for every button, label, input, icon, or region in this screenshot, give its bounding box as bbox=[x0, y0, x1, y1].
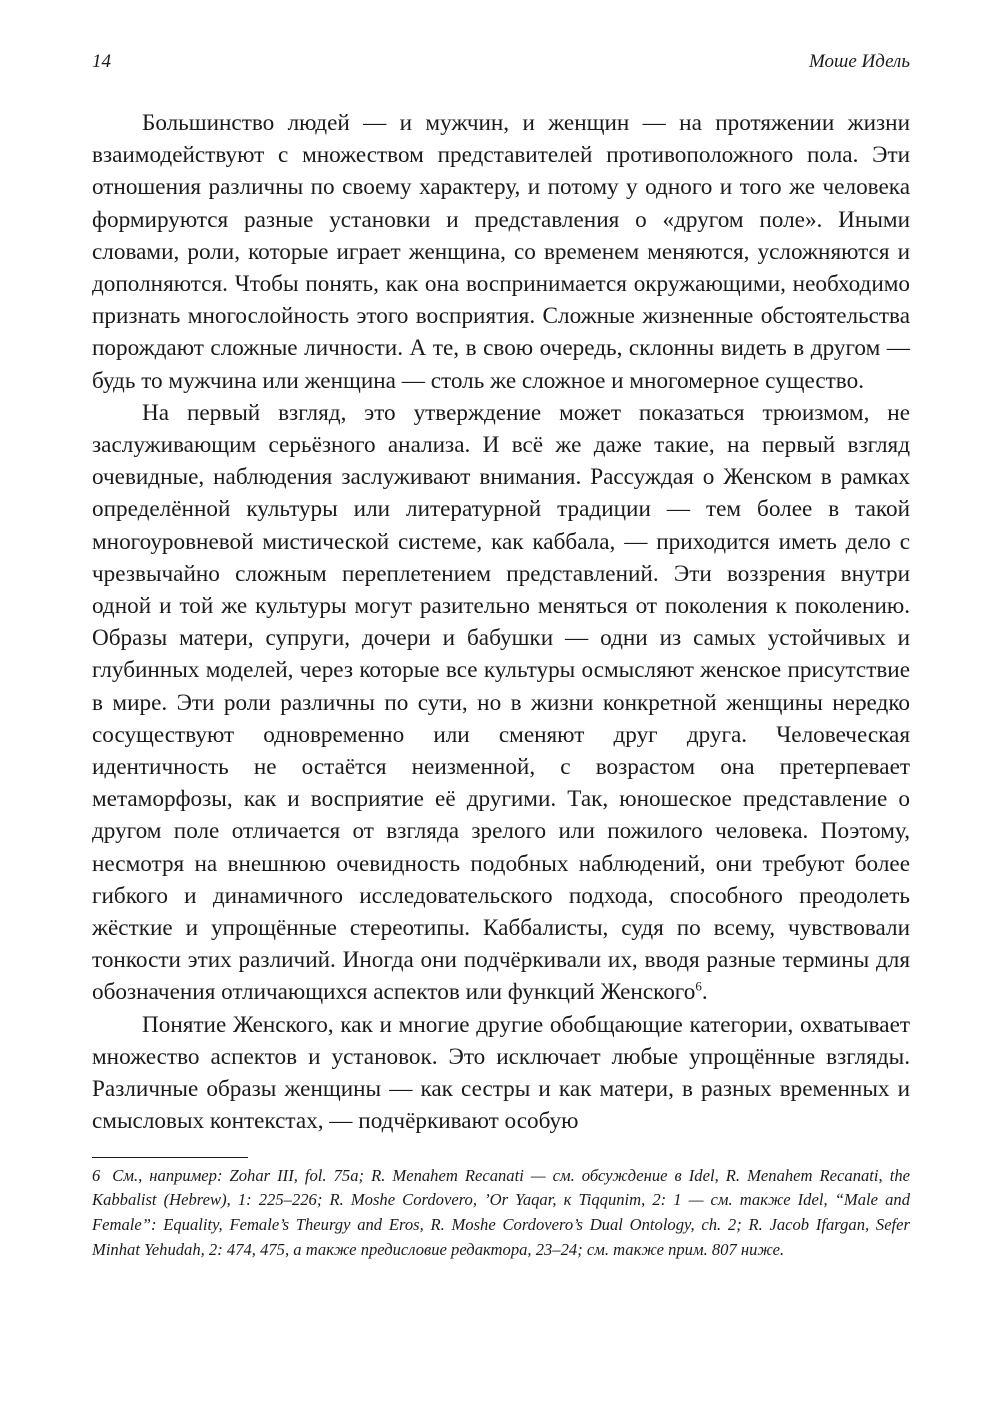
running-title-author: Моше Идель bbox=[808, 51, 910, 72]
footnote-text: См., например: Zohar III, fol. 75a; R. Menahem Recanati — см. обсуждение в Idel, R. Menahem Recanati, the Kabbalist (Hebrew), 1: 225–226; R. Moshe Cordovero, ’Or Yaqar, к Tiqqunim, 2: 1 — см. также Idel, “Male and Female”: Equality, Female’s Theurgy and Eros, R. Moshe Cordovero’s Dual Ontology, ch. 2; R. Jacob Ifargan, Sefer Minhat Yehudah, 2: 474, 475, а также предисловие редактора, 23–24; см. также прим. 807 ниже. bbox=[92, 1165, 910, 1259]
main-text bbox=[92, 107, 910, 1138]
footnote-number: 6 bbox=[92, 1165, 101, 1185]
paragraph bbox=[92, 397, 910, 1009]
paragraph: Понятие Женского, как и многие другие обобщающие категории, охватывает множество аспектов и установок. Это исключает любые упрощённые взгляды. Различные образы женщины — как сестры и как матери, в разных временных и смысловых контекстах, — подчёркивают особую bbox=[92, 1011, 910, 1135]
paragraph-end-punctuation: . bbox=[701, 979, 708, 1006]
footnote bbox=[92, 1164, 910, 1263]
running-header bbox=[92, 50, 910, 74]
paragraph: Большинство людей — и мужчин, и женщин — на протяжении жизни взаимодействуют с множеством представителей противоположного пола. Эти отношения различны по своему характеру, и потому у одного и того же человека формируются разные установки и представления о «другом поле». Иными словами, роли, которые играет женщина, со временем меняются, усложняются и дополняются. Чтобы понять, как она воспринимается окружающими, необходимо признать многослойность этого восприятия. Сложные жизненные обстоятельства порождают сложные личности. А те, в свою очередь, склонны видеть в другом — будь то мужчина или женщина — столь же сложное и многомерное существо. bbox=[92, 110, 910, 394]
book-page bbox=[92, 50, 910, 1263]
paragraph-text: На первый взгляд, это утверждение может показаться трюизмом, не заслуживающим серьёзного анализа. И всё же даже такие, на первый взгляд очевидные, наблюдения заслуживают внимания. Рассуждая о Женском в рамках определённой культуры или литературной традиции — тем более в такой многоуровневой мистической системе, как каббала, — приходится иметь дело с чрезвычайно сложным переплетением представлений. Эти воззрения внутри одной и той же культуры могут разительно меняться от поколения к поколению. Образы матери, супруги, дочери и бабушки — одни из самых устойчивых и глубинных моделей, через которые все культуры осмысляют женское присутствие в мире. Эти роли различны по сути, но в жизни конкретной женщины нередко сосуществуют одновременно или сменяют друг друга. Человеческая идентичность не остаётся неизменной, с возрастом она претерпевает метаморфозы, как и восприятие её другими. Так, юношеское представление о другом поле отличается от взгляда зрелого или пожилого человека. Поэтому, несмотря на внешнюю очевидность подобных наблюдений, они требуют более гибкого и динамичного исследовательского подхода, способного преодолеть жёсткие и упрощённые стереотипы. Каббалисты, судя по всему, чувствовали тонкости этих различий. Иногда они подчёркивали их, вводя разные термины для обозначения отличающихся аспектов или функций Женского bbox=[92, 399, 910, 1006]
page-number: 14 bbox=[92, 51, 111, 72]
footnote-reference: 6 bbox=[695, 978, 702, 994]
footnote-divider bbox=[92, 1157, 248, 1158]
